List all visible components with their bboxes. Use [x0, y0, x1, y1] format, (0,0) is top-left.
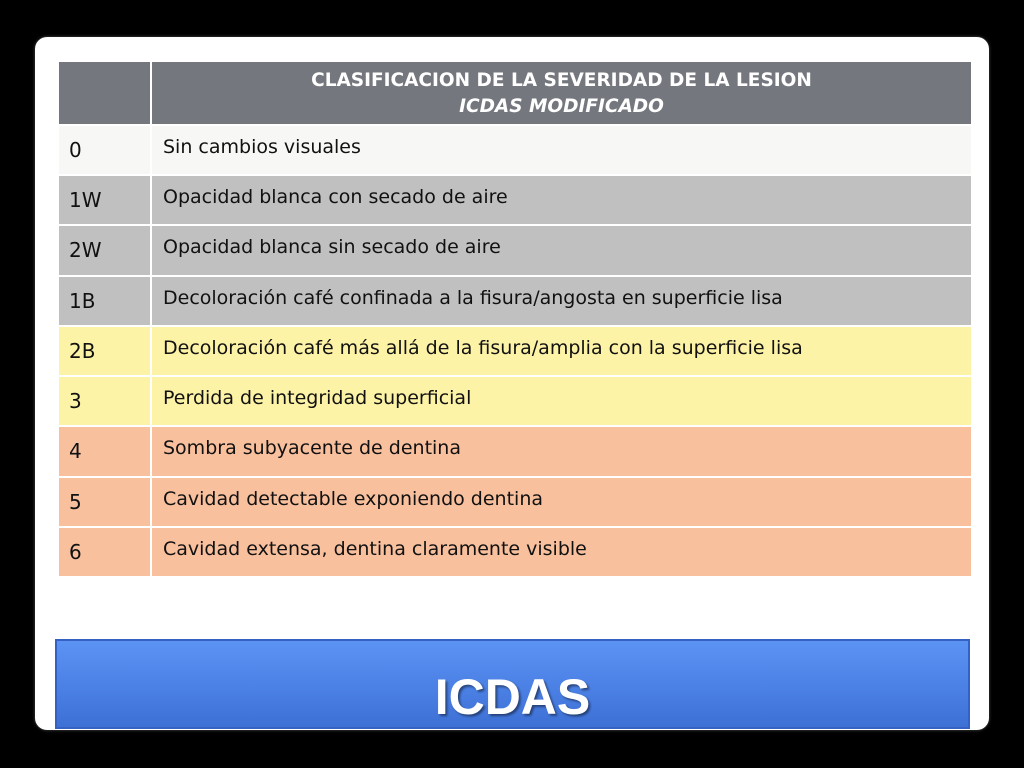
table-row — [58, 326, 972, 376]
table-subtitle: ICDAS MODIFICADO — [459, 96, 664, 117]
table-header-row — [58, 61, 972, 125]
severity-code: 5 — [58, 477, 151, 527]
severity-code: 1W — [58, 175, 151, 225]
severity-description: Decoloración café confinada a la fisura/angosta en superficie lisa — [151, 276, 972, 326]
table-row — [58, 376, 972, 426]
severity-description: Cavidad detectable exponiendo dentina — [151, 477, 972, 527]
severity-description: Cavidad extensa, dentina claramente visible — [151, 527, 972, 577]
severity-code: 6 — [58, 527, 151, 577]
severity-description: Sombra subyacente de dentina — [151, 426, 972, 476]
table-row — [58, 225, 972, 275]
table-row — [58, 527, 972, 577]
table-row — [58, 426, 972, 476]
table-title — [151, 61, 972, 125]
severity-code: 0 — [58, 125, 151, 175]
header-empty-cell — [58, 61, 151, 125]
severity-code: 2B — [58, 326, 151, 376]
table-row — [58, 477, 972, 527]
severity-table — [57, 60, 973, 578]
severity-code: 2W — [58, 225, 151, 275]
severity-code: 4 — [58, 426, 151, 476]
table-row — [58, 175, 972, 225]
severity-code: 3 — [58, 376, 151, 426]
table-title-text: CLASIFICACION DE LA SEVERIDAD DE LA LESION — [311, 70, 812, 91]
severity-description: Sin cambios visuales — [151, 125, 972, 175]
severity-description: Opacidad blanca sin secado de aire — [151, 225, 972, 275]
table-row — [58, 125, 972, 175]
severity-description: Opacidad blanca con secado de aire — [151, 175, 972, 225]
table-row — [58, 276, 972, 326]
severity-code: 1B — [58, 276, 151, 326]
severity-description: Decoloración café más allá de la fisura/amplia con la superficie lisa — [151, 326, 972, 376]
severity-description: Perdida de integridad superficial — [151, 376, 972, 426]
title-banner — [55, 639, 970, 729]
slide-title: ICDAS — [434, 669, 591, 725]
